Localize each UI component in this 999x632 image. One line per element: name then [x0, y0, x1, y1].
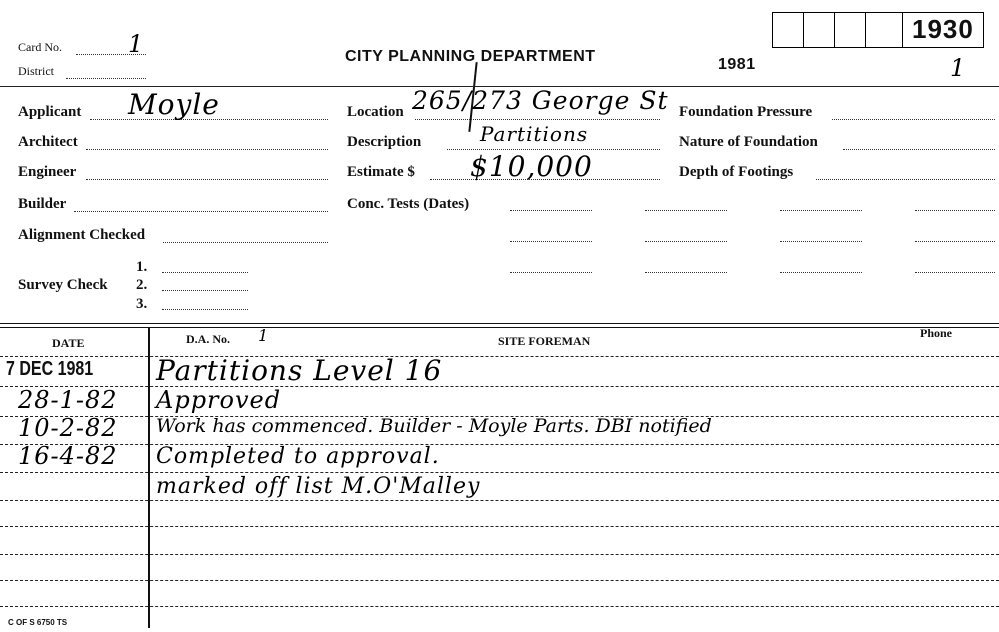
table-top-rule-2 [0, 327, 999, 328]
corner-mark: 1 [950, 54, 967, 82]
survey-item-1: 1. [136, 259, 148, 275]
description-label: Description [347, 134, 422, 150]
conc-test-line [510, 210, 592, 211]
conc-tests-label: Conc. Tests (Dates) [347, 196, 470, 212]
row-rule [0, 554, 999, 555]
row-rule [0, 356, 999, 357]
date-column-divider [148, 328, 150, 628]
row-rule [0, 472, 999, 473]
conc-test-line [915, 272, 995, 273]
architect-label: Architect [18, 134, 78, 150]
row-rule [0, 580, 999, 581]
card-no-value: 1 [128, 30, 145, 58]
number-box-1 [772, 12, 804, 48]
table-row-date: 7 DEC 1981 [6, 358, 94, 380]
survey-line-3 [162, 309, 248, 310]
table-row-entry: Work has commenced. Builder - Moyle Parts. DBI notified [156, 415, 712, 437]
conc-test-line [915, 241, 995, 242]
phone-header: Phone [920, 326, 953, 340]
nature-foundation-line [843, 149, 995, 150]
builder-label: Builder [18, 196, 67, 212]
location-label: Location [347, 104, 404, 120]
conc-test-line [780, 210, 862, 211]
number-box-2 [803, 12, 835, 48]
card-number: 1930 [912, 14, 974, 44]
alignment-line [163, 242, 328, 243]
table-top-rule [0, 323, 999, 324]
conc-test-line [780, 272, 862, 273]
form-code: C OF S 6750 TS [8, 618, 68, 627]
row-rule [0, 500, 999, 501]
row-rule [0, 444, 999, 445]
card-no-label: Card No. [18, 40, 62, 54]
survey-item-3: 3. [136, 296, 148, 312]
conc-test-line [915, 210, 995, 211]
number-box-4 [865, 12, 903, 48]
engineer-line [86, 179, 328, 180]
table-row-date: 28-1-82 [18, 386, 118, 414]
conc-test-line [645, 210, 727, 211]
conc-test-line [645, 272, 727, 273]
row-rule [0, 606, 999, 607]
depth-footings-label: Depth of Footings [679, 164, 794, 180]
survey-item-2: 2. [136, 277, 148, 293]
da-value: 1 [258, 326, 270, 345]
alignment-label: Alignment Checked [18, 227, 146, 243]
year: 1981 [718, 56, 756, 73]
conc-test-line [510, 272, 592, 273]
depth-footings-line [816, 179, 995, 180]
site-foreman-header: SITE FOREMAN [498, 334, 591, 348]
foundation-pressure-line [832, 119, 995, 120]
description-value: Partitions [480, 122, 589, 146]
location-line [415, 119, 660, 120]
date-header: DATE [52, 336, 85, 350]
conc-test-line [645, 241, 727, 242]
estimate-label: Estimate $ [347, 164, 415, 180]
applicant-value: Moyle [128, 88, 220, 121]
da-header: D.A. No. [186, 332, 230, 346]
district-label: District [18, 64, 54, 78]
survey-label: Survey Check [18, 277, 108, 293]
builder-line [74, 211, 328, 212]
table-row-date: 16-4-82 [18, 442, 118, 470]
table-row-entry: Partitions Level 16 [156, 354, 443, 387]
applicant-label: Applicant [18, 104, 82, 120]
nature-foundation-label: Nature of Foundation [679, 134, 818, 150]
estimate-value: $10,000 [470, 150, 593, 183]
conc-test-line [780, 241, 862, 242]
location-value: 265/273 George St [412, 86, 669, 115]
table-row-entry: Completed to approval. [156, 444, 440, 469]
table-row-date: 10-2-82 [18, 414, 118, 442]
number-box-3 [834, 12, 866, 48]
district-line [66, 78, 146, 79]
architect-line [86, 149, 328, 150]
row-rule [0, 526, 999, 527]
table-row-entry: Approved [156, 386, 282, 414]
table-row-entry: marked off list M.O'Malley [156, 474, 481, 499]
survey-line-2 [162, 290, 248, 291]
page-title: CITY PLANNING DEPARTMENT [345, 48, 596, 65]
conc-test-line [510, 241, 592, 242]
row-rule [0, 386, 999, 387]
foundation-pressure-label: Foundation Pressure [679, 104, 813, 120]
engineer-label: Engineer [18, 164, 77, 180]
survey-line-1 [162, 272, 248, 273]
